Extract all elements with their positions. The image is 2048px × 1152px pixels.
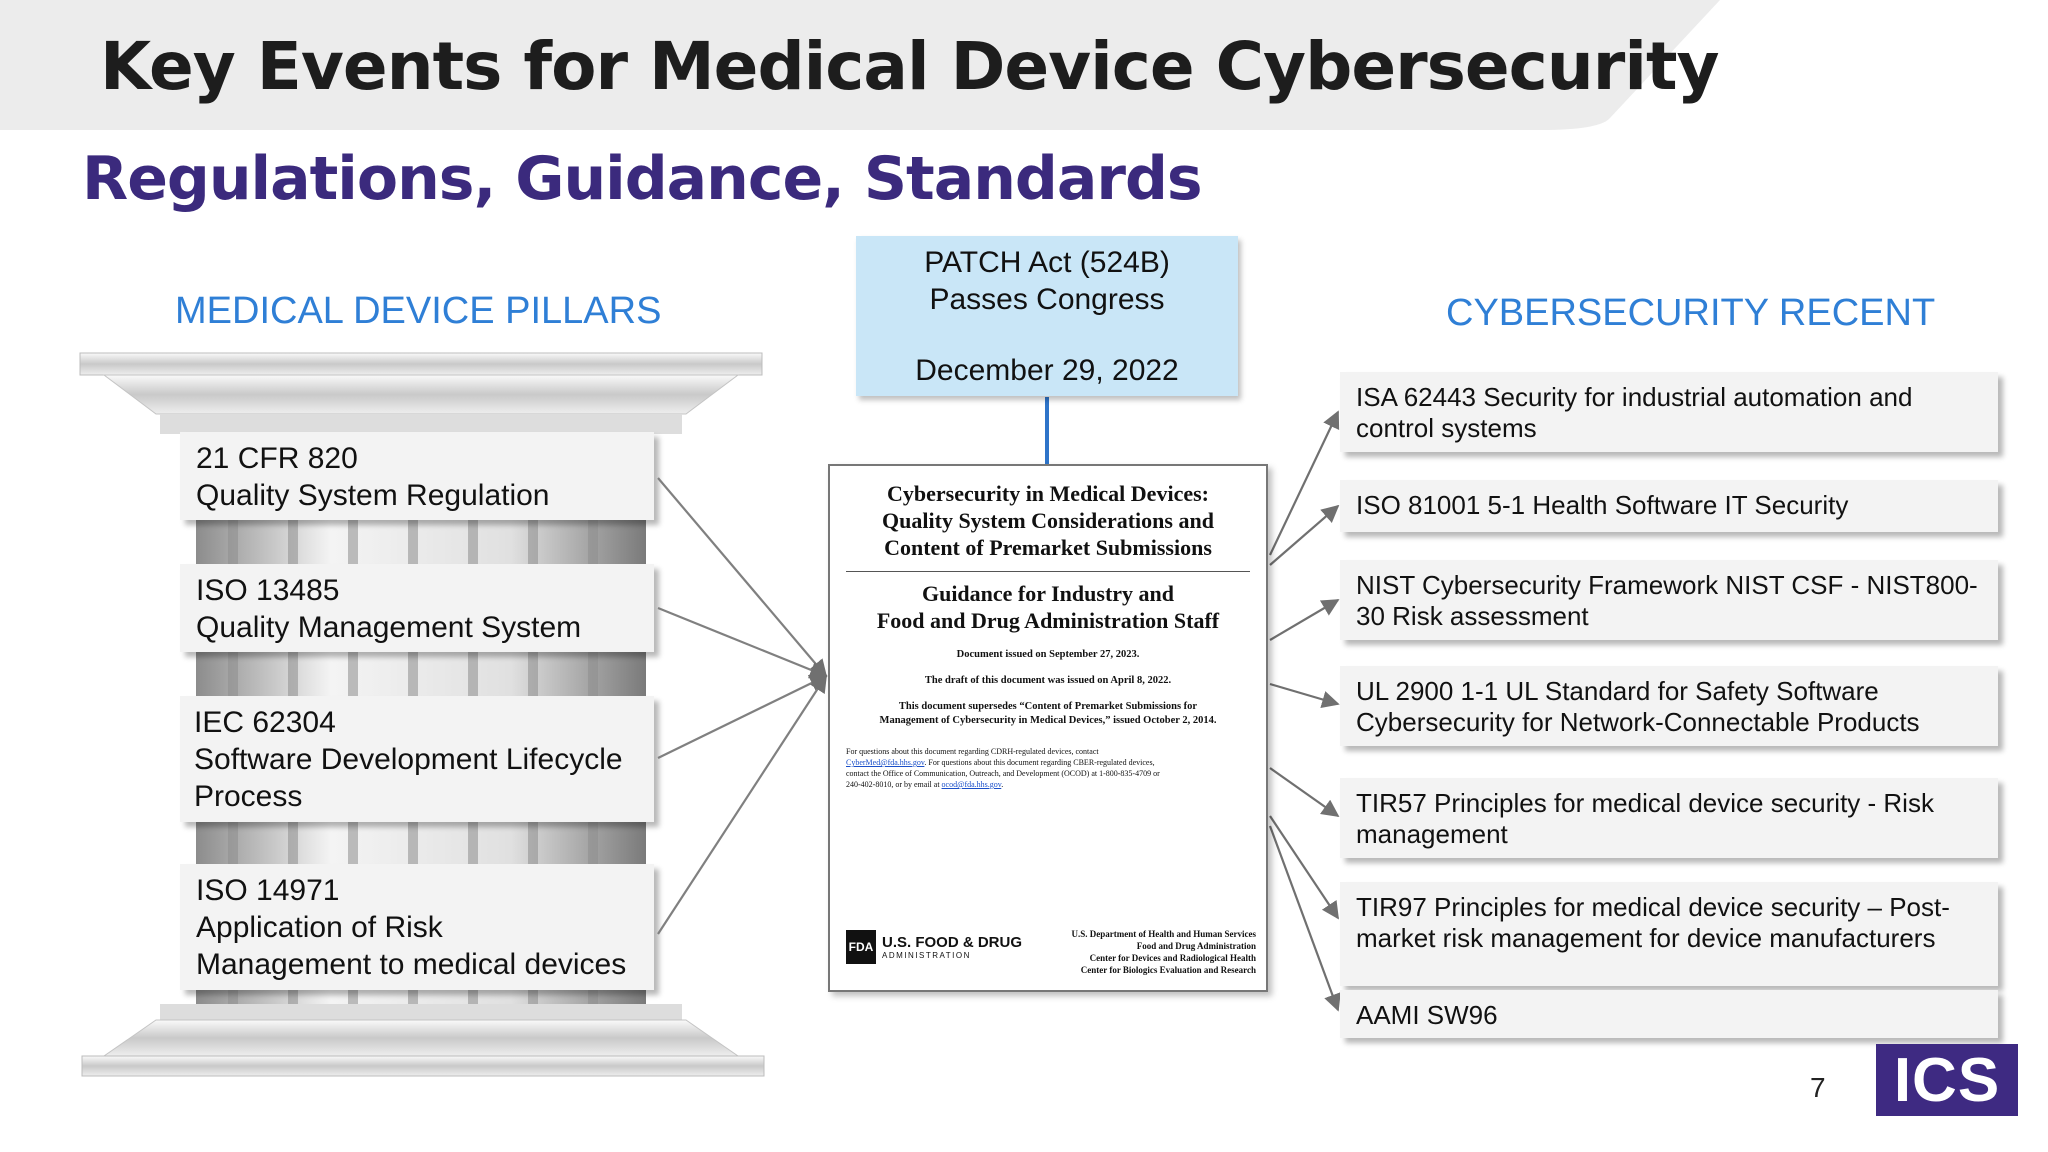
doc-title-line: Cybersecurity in Medical Devices: <box>887 481 1209 506</box>
pillar-line: Quality System Regulation <box>196 479 550 512</box>
patch-act-line: PATCH Act (524B) <box>924 246 1170 279</box>
doc-subtitle <box>830 580 1266 634</box>
fda-name: U.S. FOOD & DRUG <box>882 933 1023 951</box>
doc-subtitle-line: Guidance for Industry and <box>921 581 1175 606</box>
cyber-nist-csf: NIST Cybersecurity Framework NIST CSF - NIST800-30 Risk assessment <box>1340 560 1998 640</box>
fda-guidance-document <box>828 464 1268 992</box>
cyber-tir57: TIR57 Principles for medical device security - Risk management <box>1340 778 1998 858</box>
pillar-line: Management to medical devices <box>196 948 627 981</box>
cybersecurity-heading: CYBERSECURITY RECENT <box>1446 292 1936 334</box>
hhs-block <box>1072 928 1257 976</box>
fda-mark-icon: FDA <box>846 930 876 964</box>
pillar-line: ISO 13485 <box>196 574 340 607</box>
pillar-line: Application of Risk <box>196 911 443 944</box>
fda-sub: ADMINISTRATION <box>882 950 971 960</box>
ics-logo: ICS <box>1876 1044 2018 1116</box>
patch-date: December 29, 2022 <box>915 354 1179 387</box>
doc-contact <box>830 746 1266 790</box>
doc-draft: The draft of this document was issued on April 8, 2022. <box>924 675 1172 686</box>
doc-contact-line: . For questions about this document regarding CBER-regulated devices, <box>924 758 1155 767</box>
doc-contact-line: 240-402-8010, or by email at <box>846 780 942 789</box>
doc-contact-line: For questions about this document regarding CDRH-regulated devices, contact <box>846 747 1099 756</box>
hhs-line: U.S. Department of Health and Human Services <box>1071 929 1256 939</box>
page-number: 7 <box>1810 1072 1826 1103</box>
doc-issued: Document issued on September 27, 2023. <box>956 649 1140 660</box>
doc-supersedes-line: Management of Cybersecurity in Medical Devices,” issued October 2, 2014. <box>879 715 1217 726</box>
doc-title-line: Content of Premarket Submissions <box>884 535 1212 560</box>
cybermed-email-link[interactable]: CyberMed@fda.hhs.gov <box>846 758 925 767</box>
doc-subtitle-line: Food and Drug Administration Staff <box>876 608 1220 633</box>
pillar-line: 21 CFR 820 <box>196 442 358 475</box>
doc-supersedes-line: This document supersedes “Content of Premarket Submissions for <box>898 701 1198 712</box>
doc-supersedes <box>830 700 1266 728</box>
patch-congress-line: Passes Congress <box>929 283 1165 316</box>
doc-contact-line: contact the Office of Communication, Outreach, and Development (OCOD) at 1-800-835-4709 or <box>846 769 1160 778</box>
pillar-line: ISO 14971 <box>196 874 340 907</box>
doc-contact-line: . <box>1001 780 1004 789</box>
cyber-iso-81001: ISO 81001 5-1 Health Software IT Security <box>1340 480 1998 532</box>
doc-divider <box>846 571 1250 572</box>
patch-act-box <box>856 236 1238 396</box>
pillar-line: Quality Management System <box>196 611 582 644</box>
doc-title <box>830 480 1266 561</box>
doc-title-line: Quality System Considerations and <box>882 508 1214 533</box>
slide-title: Key Events for Medical Device Cybersecurity <box>100 28 1719 105</box>
hhs-line: Food and Drug Administration <box>1136 941 1256 951</box>
slide-subtitle: Regulations, Guidance, Standards <box>82 144 1202 214</box>
cyber-tir97: TIR97 Principles for medical device security – Post-market risk management for device manufacturers <box>1340 882 1998 986</box>
fda-logo <box>846 930 1022 964</box>
pillars-heading: MEDICAL DEVICE PILLARS <box>175 290 662 332</box>
pillar-line: Software Development Lifecycle <box>194 743 623 776</box>
pillar-line: IEC 62304 <box>194 706 336 739</box>
cyber-aami-sw96: AAMI SW96 <box>1340 990 1998 1038</box>
cyber-ul-2900: UL 2900 1-1 UL Standard for Safety Software Cybersecurity for Network-Connectable Products <box>1340 666 1998 746</box>
cyber-isa-62443: ISA 62443 Security for industrial automation and control systems <box>1340 372 1998 452</box>
hhs-line: Center for Biologics Evaluation and Research <box>1080 965 1256 975</box>
ocod-email-link[interactable]: ocod@fda.hhs.gov <box>941 780 1002 789</box>
pillar-line: Process <box>194 780 303 813</box>
hhs-line: Center for Devices and Radiological Health <box>1089 953 1256 963</box>
